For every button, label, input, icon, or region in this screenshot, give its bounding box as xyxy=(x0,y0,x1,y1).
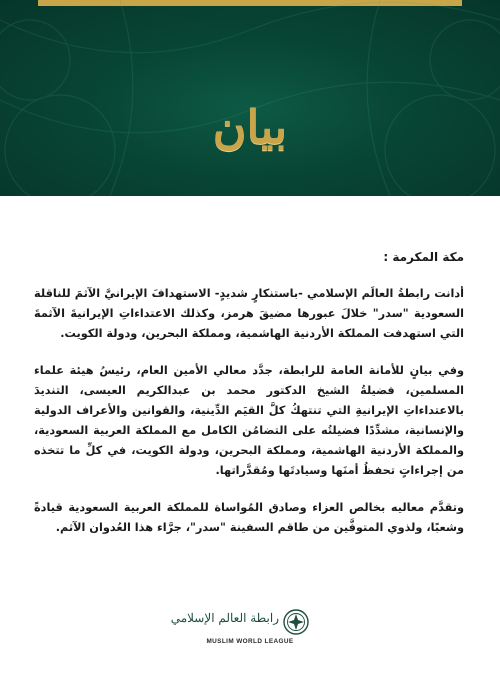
mwl-logo xyxy=(170,608,309,650)
paragraph-3: وتقدَّم معاليه بخالص العزاء وصادق المُواساة للمملكة العربية السعودية قيادةً وشعبًا، ولذوي المتوفَّين من طاقم السفينة "سدر"، جرَّاء هذا العُدوان الآثم. xyxy=(34,501,464,534)
header-pattern xyxy=(0,0,500,196)
footer-logo-area xyxy=(0,608,500,654)
page-title: بيان xyxy=(212,100,288,154)
statement-body xyxy=(34,250,464,555)
logo-english-text: MUSLIM WORLD LEAGUE xyxy=(206,638,294,645)
header-banner xyxy=(0,0,500,196)
paragraph-2: وفي بيانٍ للأمانة العامة للرابطة، جدَّد معالي الأمين العام، رئيسُ هيئة علماء المسلمين، فضيلةُ الشيخ الدكتور محمد بن عبدالكريم العيسى، التنديدَ بالاعتداءاتِ الإيرانيةِ التي تنتهكُ كلَّ القيَم الدِّينية، والقوانين والأعراف الدولية والإنسانية، مشدِّدًا فضيلتُه على التضامُن الكامل مع المملكة العربية السعودية، والمملكة الأردنية الهاشمية، ومملكة البحرين، ودولة الكويت، في كلِّ ما تتخذه من إجراءاتٍ تحفظُ أمنَها وسيادتَها ومُقدَّراتها. xyxy=(34,364,464,477)
dateline: مكة المكرمة : xyxy=(383,250,464,264)
mwl-emblem-icon xyxy=(283,609,309,635)
paragraph-1: أدانت رابطةُ العالَم الإسلامي -باستنكارٍ شديدٍ- الاستهدافَ الإيرانيَّ الآثمَ للناقلة السعودية "سدر" خلالَ عبورها مضيقَ هرمز، وكذلك الاعتداءاتِ الإيرانيةَ الآثمةَ التي استهدفت المملكة الأردنية الهاشمية، ومملكة البحرين، ودولة الكويت. xyxy=(34,287,464,340)
logo-arabic-text: رابطة العالم الإسلامي xyxy=(170,611,279,625)
